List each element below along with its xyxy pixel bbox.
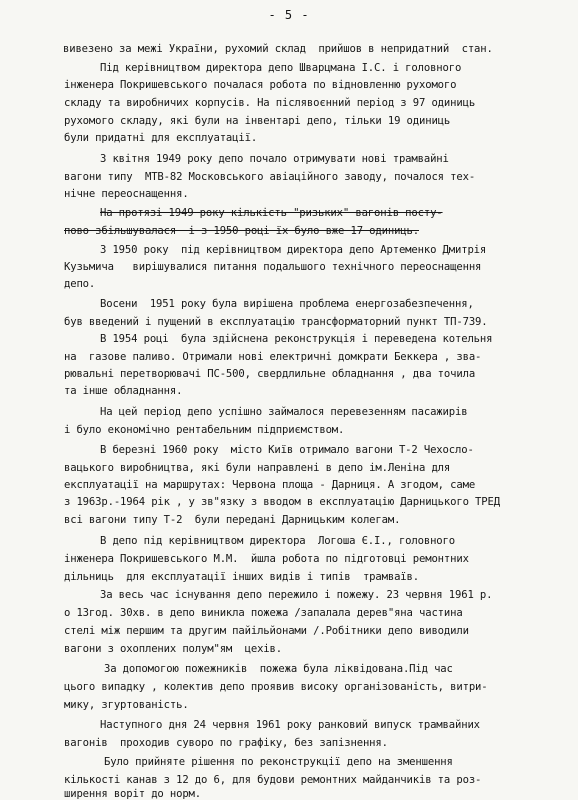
- text-line: цього випадку , колектив депо проявив високу організованість, витри-: [64, 681, 488, 693]
- text-line: і було економічно рентабельним підприємством.: [64, 424, 345, 436]
- text-line: з 1963р.-1964 рік , у зв"язку з вводом в експлуатацію Дарницького ТРЕД: [64, 496, 500, 508]
- text-line: Було прийняте рішення по реконструкції депо на зменшення: [104, 756, 453, 768]
- text-line: були придатні для експлуатації.: [64, 132, 258, 144]
- text-line: рювальні перетворювачі ПС-500, свердлильне обладнання , два точила: [64, 368, 476, 380]
- text-line: на газове паливо. Отримали нові електричні домкрати Беккера , зва-: [64, 351, 482, 363]
- text-line: За весь час існування депо пережило і пожежу. 23 червня 1961 р.: [100, 589, 493, 601]
- text-line: стелі між першим та другим пайільйонами /.Робітники депо виводили: [64, 625, 469, 637]
- text-line: дільниць для експлуатації інших видів і типів трамваїв.: [64, 571, 419, 583]
- text-line: Наступного дня 24 червня 1961 року ранковий випуск трамвайних: [100, 719, 480, 731]
- text-line: інженера Покришевського почалася робота по відновленню рухомого: [64, 79, 457, 91]
- text-line: інженера Покришевського М.М. йшла робота по підготовці ремонтних: [64, 553, 469, 565]
- text-line: всі вагони типу Т-2 були передані Дарницьким колегам.: [64, 514, 401, 526]
- text-line: мику, згуртованість.: [64, 699, 189, 711]
- text-line: вивезено за межі України, рухомий склад прийшов в непридатний стан.: [63, 43, 493, 55]
- text-line: вагони з охоплених полум"ям цехів.: [64, 643, 282, 655]
- text-line: За допомогою пожежників пожежа була ліквідована.Під час: [104, 663, 453, 675]
- text-line: та інше обладнання.: [64, 385, 183, 397]
- text-line: Кузьмича вирішувалися питання подальшого технічного переоснащення: [64, 261, 482, 273]
- text-line: експлуатації на маршрутах: Червона площа - Дарниця. А згодом, саме: [64, 479, 476, 491]
- text-line: В 1954 році була здійснена реконструкція і переведена котельня: [100, 333, 493, 345]
- text-line: кількості канав з 12 до 6, для будови ремонтних майданчиків та роз-: [64, 774, 482, 786]
- text-line: депо.: [64, 278, 96, 290]
- text-line: В березні 1960 року місто Київ отримало вагони Т-2 Чехосло-: [100, 444, 474, 456]
- text-line: На цей період депо успішно займалося перевезенням пасажирів: [100, 406, 468, 418]
- text-line: В депо під керівництвом директора Логоша Є.І., головного: [100, 535, 455, 547]
- page-number: - 5 -: [268, 8, 310, 22]
- text-line: рухомого складу, які були на інвентарі депо, тільки 19 одиниць: [64, 115, 451, 127]
- text-line: був введений і пущений в експлуатацію трансформаторний пункт ТП-739.: [64, 316, 488, 328]
- struck-text-line: На протязі 1949 року кількість "ризьких" вагонів посту-: [100, 207, 443, 219]
- text-line: З квітня 1949 року депо почало отримувати нові трамвайні: [100, 153, 449, 165]
- text-line: Восени 1951 року була вирішена проблема енергозабезпечення,: [100, 298, 474, 310]
- text-line: нічне переоснащення.: [64, 188, 189, 200]
- struck-text-line: пово збільшувалася і з 1950 році їх було вже 17 одиниць.: [64, 225, 419, 237]
- text-line: ширення воріт до норм.: [64, 788, 202, 800]
- text-line: о 13год. 30хв. в депо виникла пожежа /запалала дерев"яна частина: [64, 607, 463, 619]
- text-line: вагонів проходив суворо по графіку, без запізнення.: [64, 737, 388, 749]
- text-line: Під керівництвом директора депо Шварцмана І.С. і головного: [100, 62, 462, 74]
- text-line: З 1950 року під керівництвом директора депо Артеменко Дмитрія: [100, 244, 487, 256]
- text-line: вацького виробництва, які були направлені в депо ім.Леніна для: [64, 462, 451, 474]
- text-line: складу та виробничих корпусів. На післявоєнний період з 97 одиниць: [64, 97, 476, 109]
- text-line: вагони типу МТВ-82 Московського авіаційного заводу, почалося тех-: [64, 171, 476, 183]
